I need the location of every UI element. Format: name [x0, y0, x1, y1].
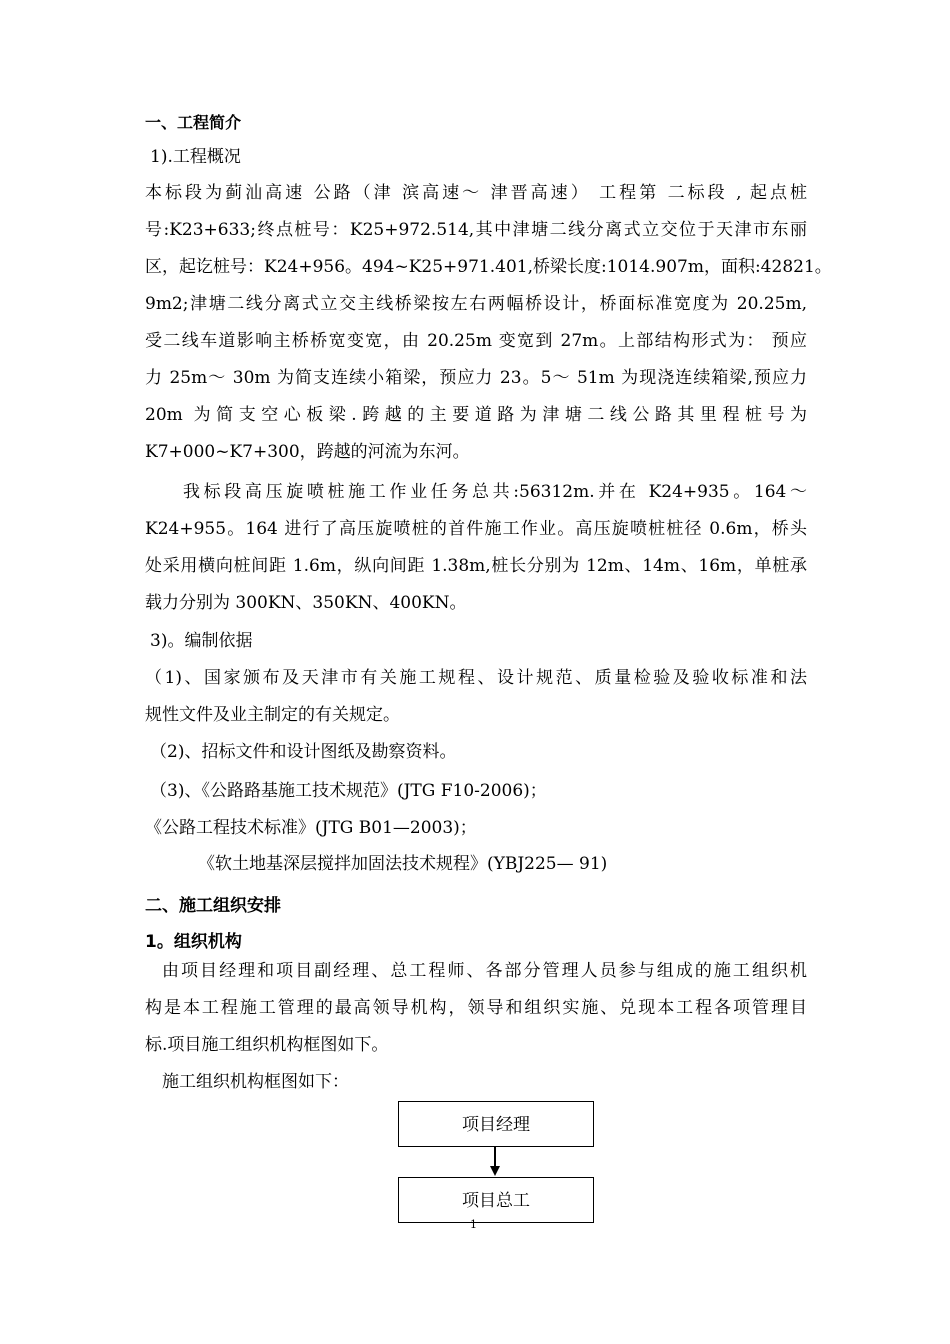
basis-3: （3)、《公路路基施工技术规范》(JTG F10-2006)；: [150, 781, 547, 801]
section-1-title: 一、工程简介: [145, 113, 242, 132]
paragraph-1-line-7: 20m 为简支空心板梁.跨越的主要道路为津塘二线公路其里程桩号为: [145, 405, 807, 425]
paragraph-4: 施工组织机构框图如下：: [162, 1072, 349, 1092]
subsection-2-1-title: 1。组织机构: [145, 932, 242, 952]
basis-1-line-2: 规性文件及业主制定的有关规定。: [145, 705, 400, 725]
section-2-title: 二、施工组织安排: [145, 896, 281, 916]
org-chart-box-label: 项目总工: [462, 1191, 530, 1211]
basis-1-line-1: （1)、国家颁布及天津市有关施工规程、设计规范、质量检验及验收标准和法: [145, 668, 807, 688]
basis-4: 《公路工程技术标准》(JTG B01—2003)；: [145, 818, 477, 838]
paragraph-2-line-3: 处采用横向桩间距 1.6m，纵向间距 1.38m,桩长分别为 12m、14m、16m，单桩承: [145, 556, 807, 576]
org-chart-arrow-down-icon: [490, 1166, 500, 1176]
paragraph-1-line-8: K7+000~K7+300，跨越的河流为东河。: [145, 442, 470, 462]
org-chart-box-chief-engineer: [398, 1177, 594, 1223]
paragraph-1-line-3: 区，起讫桩号：K24+956。494~K25+971.401,桥梁长度:1014.907m，面积:42821。: [145, 257, 832, 277]
paragraph-1-line-6: 力 25m～ 30m 为简支连续小箱梁，预应力 23。5～ 51m 为现浇连续箱梁,预应力: [145, 368, 807, 388]
org-chart-box-project-manager: [398, 1101, 594, 1147]
paragraph-2-line-1: 我标段高压旋喷桩施工作业任务总共:56312m.并在 K24+935。164～: [183, 482, 807, 502]
paragraph-3-line-1: 由项目经理和项目副经理、总工程师、各部分管理人员参与组成的施工组织机: [162, 961, 807, 981]
basis-5: 《软土地基深层搅拌加固法技术规程》(YBJ225— 91): [198, 854, 608, 874]
page-number: 1: [470, 1218, 477, 1231]
paragraph-2-line-2: K24+955。164 进行了高压旋喷桩的首件施工作业。高压旋喷桩桩径 0.6m，桥头: [145, 519, 807, 539]
paragraph-1-line-1: 本标段为蓟汕高速 公路（津 滨高速～ 津晋高速） 工程第 二标段 , 起点桩: [145, 183, 807, 203]
basis-2: （2)、招标文件和设计图纸及勘察资料。: [150, 742, 457, 762]
paragraph-3-line-2: 构是本工程施工管理的最高领导机构，领导和组织实施、兑现本工程各项管理目: [145, 998, 807, 1018]
paragraph-2-line-4: 载力分别为 300KN、350KN、400KN。: [145, 593, 467, 613]
paragraph-1-line-2: 号:K23+633;终点桩号：K25+972.514,其中津塘二线分离式立交位于天津市东丽: [145, 220, 807, 240]
paragraph-1-line-4: 9m2;津塘二线分离式立交主线桥梁按左右两幅桥设计，桥面标准宽度为 20.25m,: [145, 294, 807, 314]
paragraph-3-line-3: 标.项目施工组织机构框图如下。: [145, 1035, 389, 1055]
subsection-1-1-title: 1).工程概况: [150, 147, 241, 167]
subsection-1-3-title: 3)。编制依据: [150, 631, 253, 651]
org-chart-box-label: 项目经理: [462, 1115, 530, 1135]
org-chart-connector: [494, 1146, 496, 1168]
paragraph-1-line-5: 受二线车道影响主桥桥宽变宽，由 20.25m 变宽到 27m。上部结构形式为： 预应: [145, 331, 807, 351]
